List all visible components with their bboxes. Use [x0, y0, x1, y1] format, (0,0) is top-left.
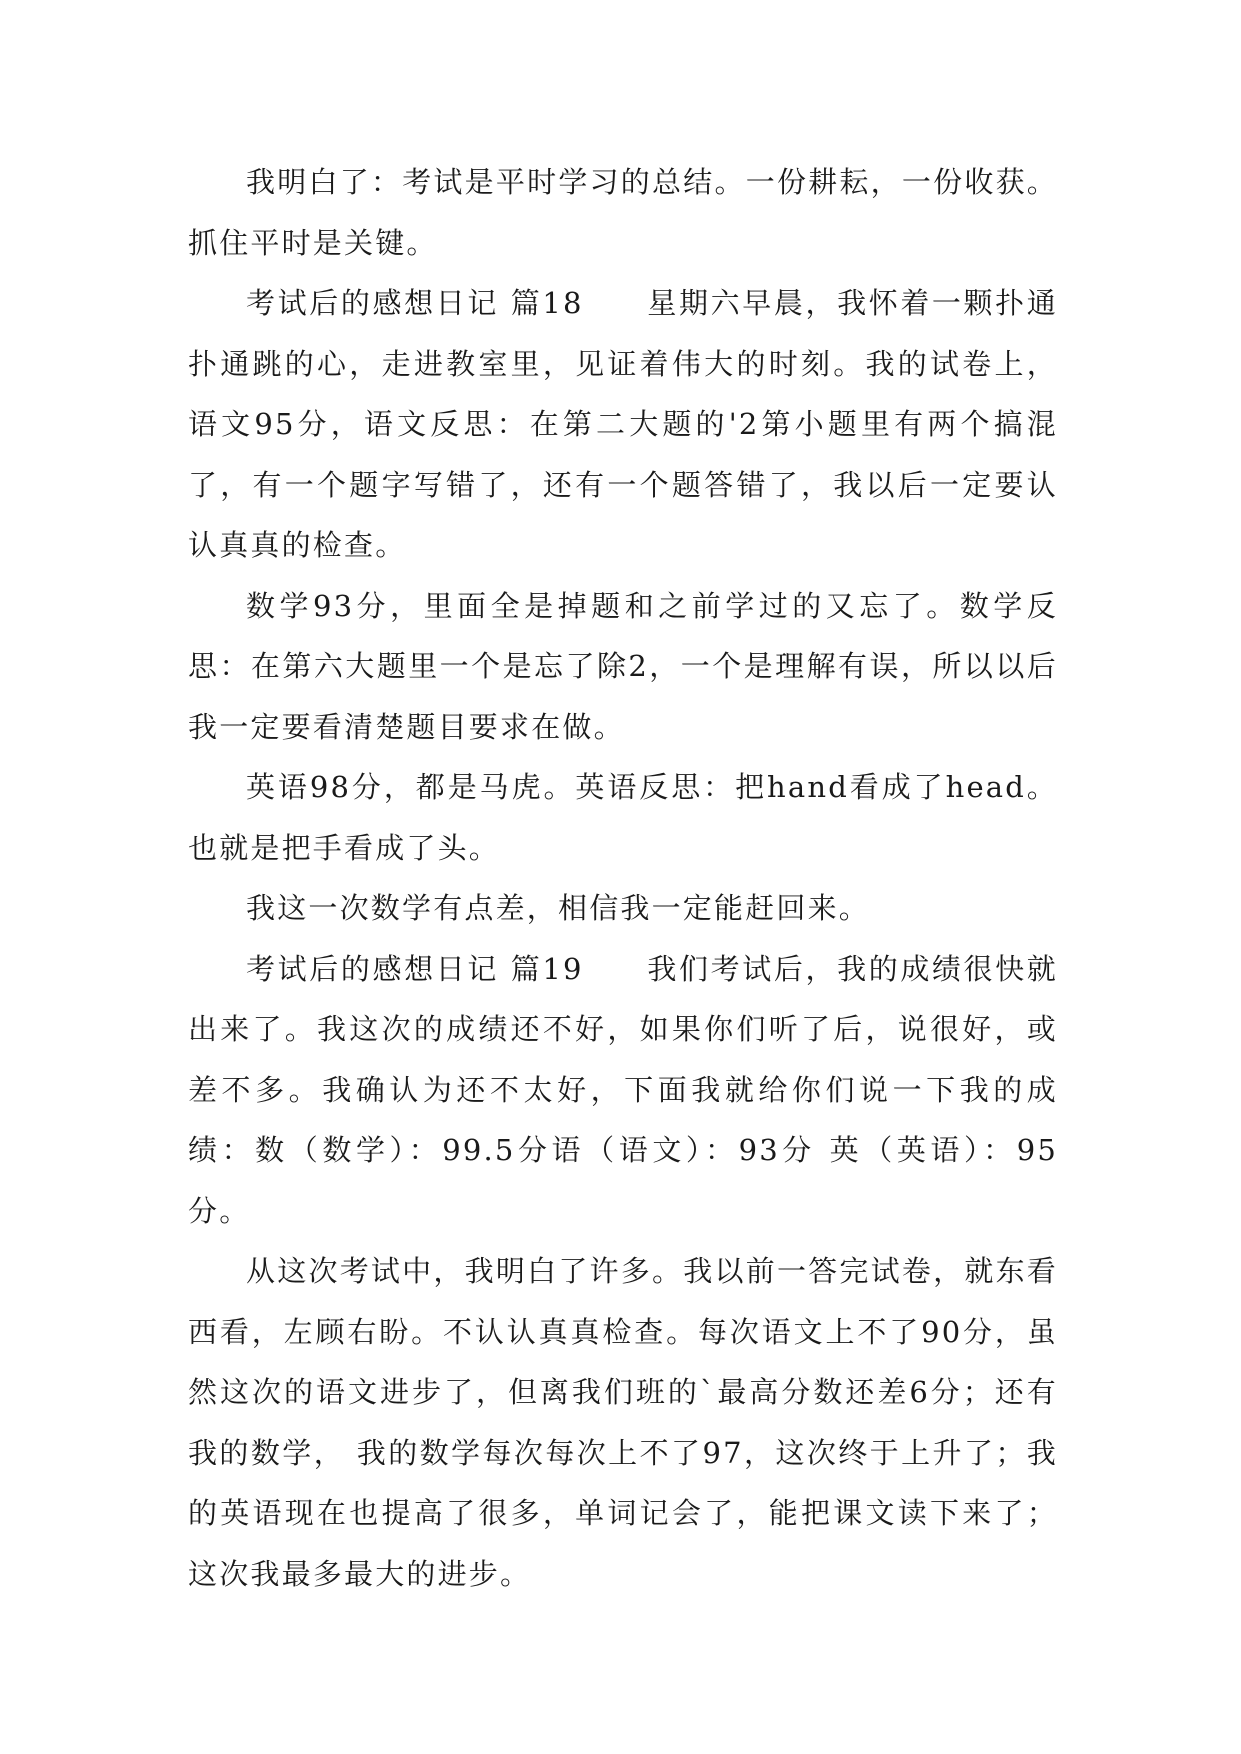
paragraph-english: 英语98分，都是马虎。英语反思：把hand看成了head。也就是把手看成了头。: [188, 770, 1058, 865]
paragraph-resolve: 我这一次数学有点差，相信我一定能赶回来。: [246, 891, 871, 925]
paragraph-summary: 我明白了：考试是平时学习的总结。一份耕耘，一份收获。抓住平时是关键。: [188, 165, 1058, 260]
paragraph-reflection: 从这次考试中，我明白了许多。我以前一答完试卷，就东看西看，左顾右盼。不认认真真检查。每次语文上不了90分，虽然这次的语文进步了，但离我们班的`最高分数还差6分；还有我的数学， 我的数学每次每次上不了97，这次终于上升了；我的英语现在也提高了很多，单词记会了，能把课文读下来了；这次我最多最大的进步。: [188, 1254, 1058, 1591]
document-body: [188, 152, 1058, 1604]
paragraph-entry-19: 考试后的感想日记 篇19 我们考试后，我的成绩很快就出来了。我这次的成绩还不好，如果你们听了后，说很好，或差不多。我确认为还不太好，下面我就给你们说一下我的成绩：数（数学）：99.5分语（语文）：93分 英（英语）：95分。: [188, 951, 1058, 1228]
paragraph-entry-18: 考试后的感想日记 篇18 星期六早晨，我怀着一颗扑通扑通跳的心，走进教室里，见证着伟大的时刻。我的试卷上，语文95分，语文反思：在第二大题的'2第小题里有两个搞混了，有一个题字写错了，还有一个题答错了，我以后一定要认认真真的检查。: [188, 286, 1058, 562]
paragraph-math: 数学93分，里面全是掉题和之前学过的又忘了。数学反思：在第六大题里一个是忘了除2，一个是理解有误，所以以后我一定要看清楚题目要求在做。: [188, 588, 1058, 744]
